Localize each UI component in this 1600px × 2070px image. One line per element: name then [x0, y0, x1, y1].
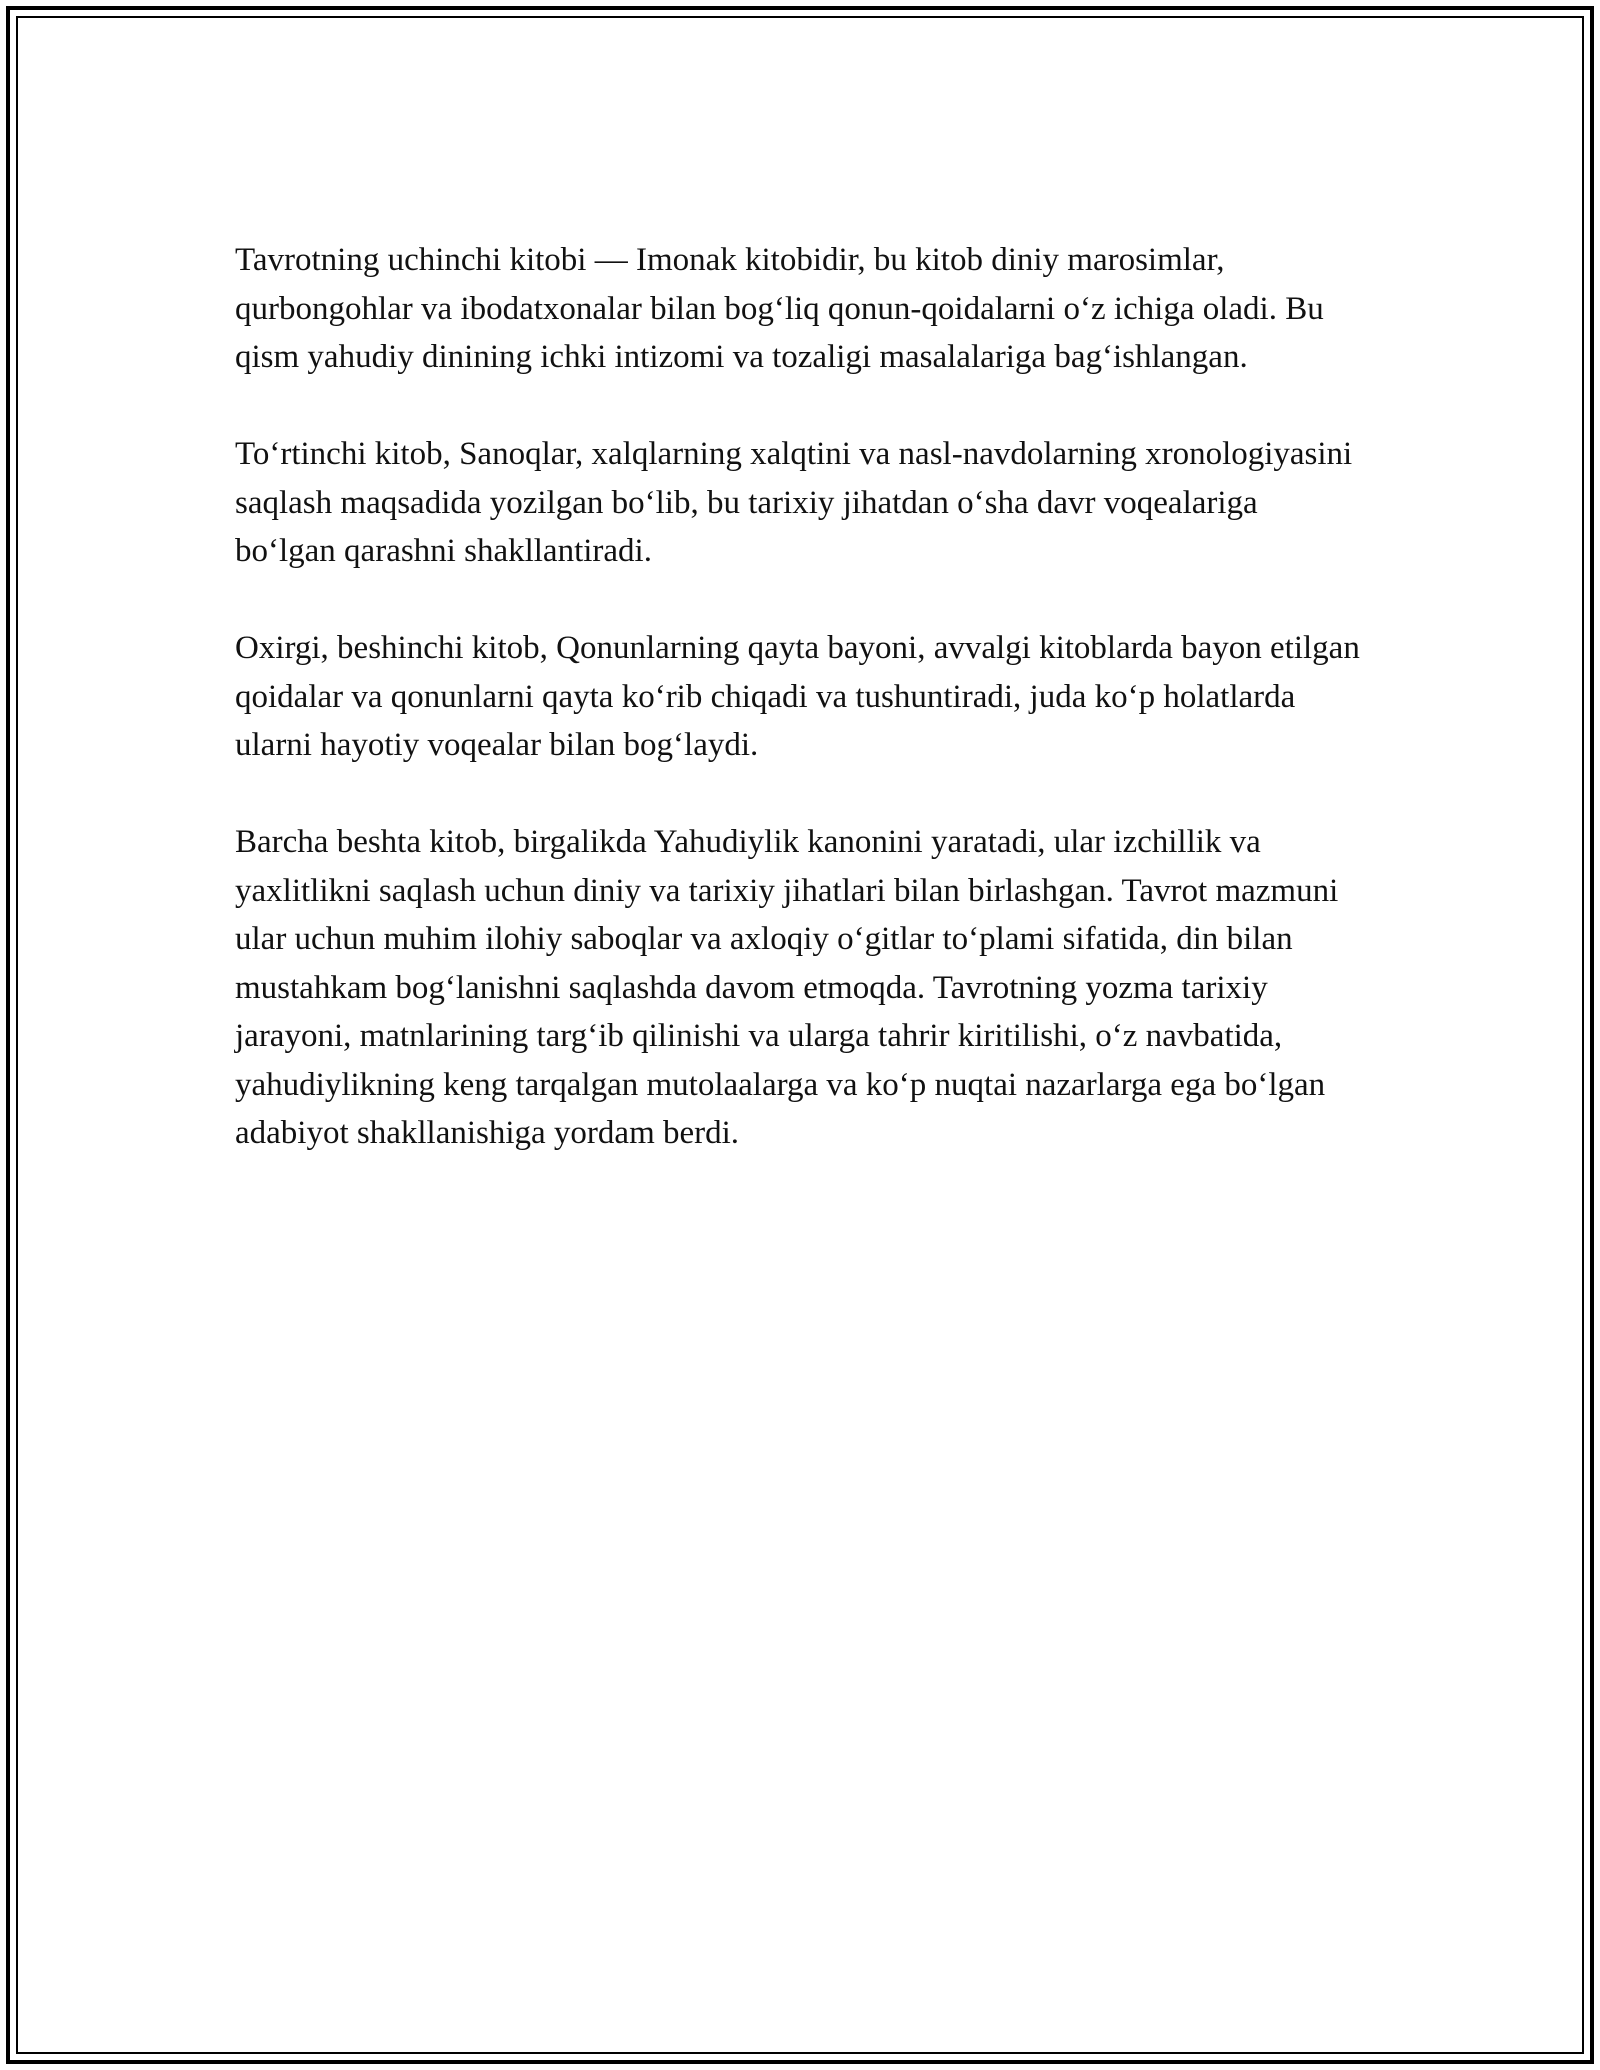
paragraph-4: Barcha beshta kitob, birgalikda Yahudiylik kanonini yaratadi, ular izchillik va yaxlitlikni saqlash uchun diniy va tarixiy jihatlari bilan birlashgan. Tavrot mazmuni ular uchun muhim ilohiy saboqlar va axloqiy o‘gitlar to‘plami sifatida, din bilan mustahkam bog‘lanishni saqlashda davom etmoqda. Tavrotning yozma tarixiy jarayoni, matnlarining targ‘ib qilinishi va ularga tahrir kiritilishi, o‘z navbatida, yahudiylikning keng tarqalgan mutolaalarga va ko‘p nuqtai nazarlarga ega bo‘lgan adabiyot shakllanishiga yordam berdi. [235, 824, 1339, 1151]
paragraph-2: To‘rtinchi kitob, Sanoqlar, xalqlarning xalqtini va nasl-navdolarning xronologiyasini saqlash maqsadida yozilgan bo‘lib, bu tarixiy jihatdan o‘sha davr voqealariga bo‘lgan qarashni shakllantiradi. [235, 436, 1353, 569]
document-body [235, 236, 1365, 1206]
paragraph-1: Tavrotning uchinchi kitobi — Imonak kitobidir, bu kitob diniy marosimlar, qurbongohlar va ibodatxonalar bilan bog‘liq qonun-qoidalarni o‘z ichiga oladi. Bu qism yahudiy dinining ichki intizomi va tozaligi masalalariga bag‘ishlangan. [235, 242, 1324, 375]
paragraph-3: Oxirgi, beshinchi kitob, Qonunlarning qayta bayoni, avvalgi kitoblarda bayon etilgan qoidalar va qonunlarni qayta ko‘rib chiqadi va tushuntiradi, juda ko‘p holatlarda ularni hayotiy voqealar bilan bog‘laydi. [235, 630, 1360, 763]
